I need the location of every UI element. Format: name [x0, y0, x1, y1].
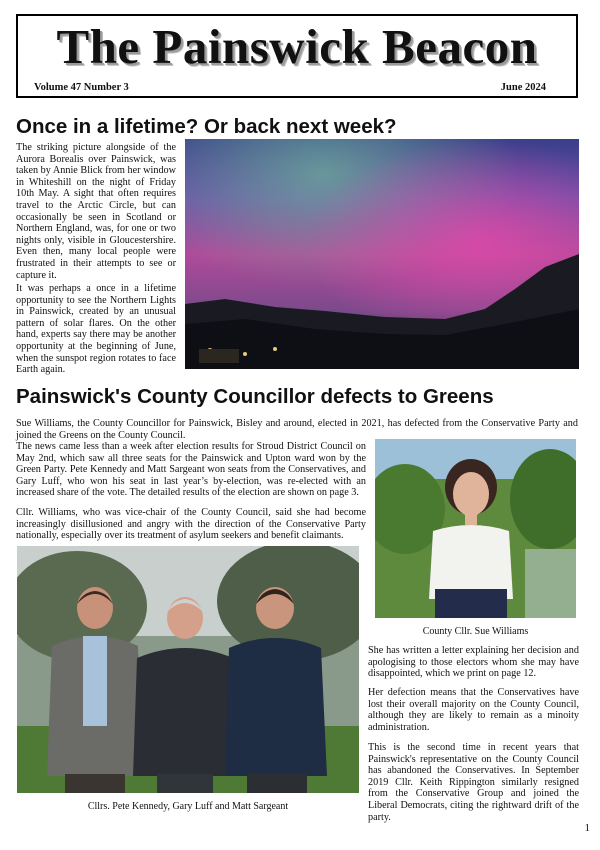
article2-paragraph-1: The news came less than a week after election results for Stroud District Council on May 2nd, which saw all three seats for the Painswick and Upton ward won by the Green Party. Pete Kennedy and Matt Sargeant won seats from the Conservatives, and Gary Luff, who won his seat in last year’s by-election, was re-elected with an increased share of the vote. The detailed results of the election are shown on page 3.: [16, 441, 366, 499]
councillors-group-photo: [17, 546, 359, 793]
article2-paragraph-3: She has written a letter explaining her decision and apologising to those electors whom she may have disappointed, which we print on page 12.: [368, 645, 579, 680]
aurora-photo: [185, 139, 579, 369]
article2-headline: Painswick's County Councillor defects to Greens: [16, 385, 494, 408]
volume-number: Volume 47 Number 3: [34, 82, 129, 93]
portrait-photo: [375, 439, 576, 618]
page-number: 1: [584, 822, 590, 834]
article1-paragraph-1: The striking picture alongside of the Aurora Borealis over Painswick, was taken by Annie Blick from her window in Whiteshill on the night of Friday 10th May. A sight that often requires travel to the Arctic Circle, but can occasionally be seen in Scotland or Northern England, was, for one or two nights only, visible in Gloucestershire. Even then, many local people were frustrated in their attempts to see or capture it.: [16, 142, 176, 281]
issue-date: June 2024: [500, 82, 546, 93]
group-photo-caption: Cllrs. Pete Kennedy, Gary Luff and Matt Sargeant: [87, 801, 289, 812]
article2-intro: Sue Williams, the County Councillor for Painswick, Bisley and around, elected in 2021, has defected from the Conservative Party and joined the Greens on the County Council.: [16, 418, 578, 441]
article1-paragraph-2: It was perhaps a once in a lifetime opportunity to see the Northern Lights in Painswick, created by an unusual pattern of solar flares. On the other hand, experts say there may be another opportunity at the beginning of June, when the sunspot region rotates to face Earth again.: [16, 283, 176, 376]
portrait-caption: County Cllr. Sue Williams: [422, 626, 529, 637]
article1-headline: Once in a lifetime? Or back next week?: [16, 115, 397, 138]
newspaper-title: The Painswick Beacon: [56, 19, 538, 74]
masthead: [16, 14, 578, 98]
article2-paragraph-5: This is the second time in recent years that Painswick's representative on the County Council has abandoned the Conservatives. In September 2019 Cllr. Keith Rippington similarly resigned from the Conservative Group and joined the Liberal Democrats, citing the rightward drift of the party.: [368, 742, 579, 823]
article2-paragraph-4: Her defection means that the Conservatives have lost their overall majority on the County Council, although they are likely to remain as a minoity administration.: [368, 687, 579, 733]
article2-paragraph-2: Cllr. Williams, who was vice-chair of the County Council, said she had become increasingly disillusioned and angry with the direction of the Conservative Party nationally, especially over its treatment of asylum seekers and benefit claimants.: [16, 507, 366, 542]
